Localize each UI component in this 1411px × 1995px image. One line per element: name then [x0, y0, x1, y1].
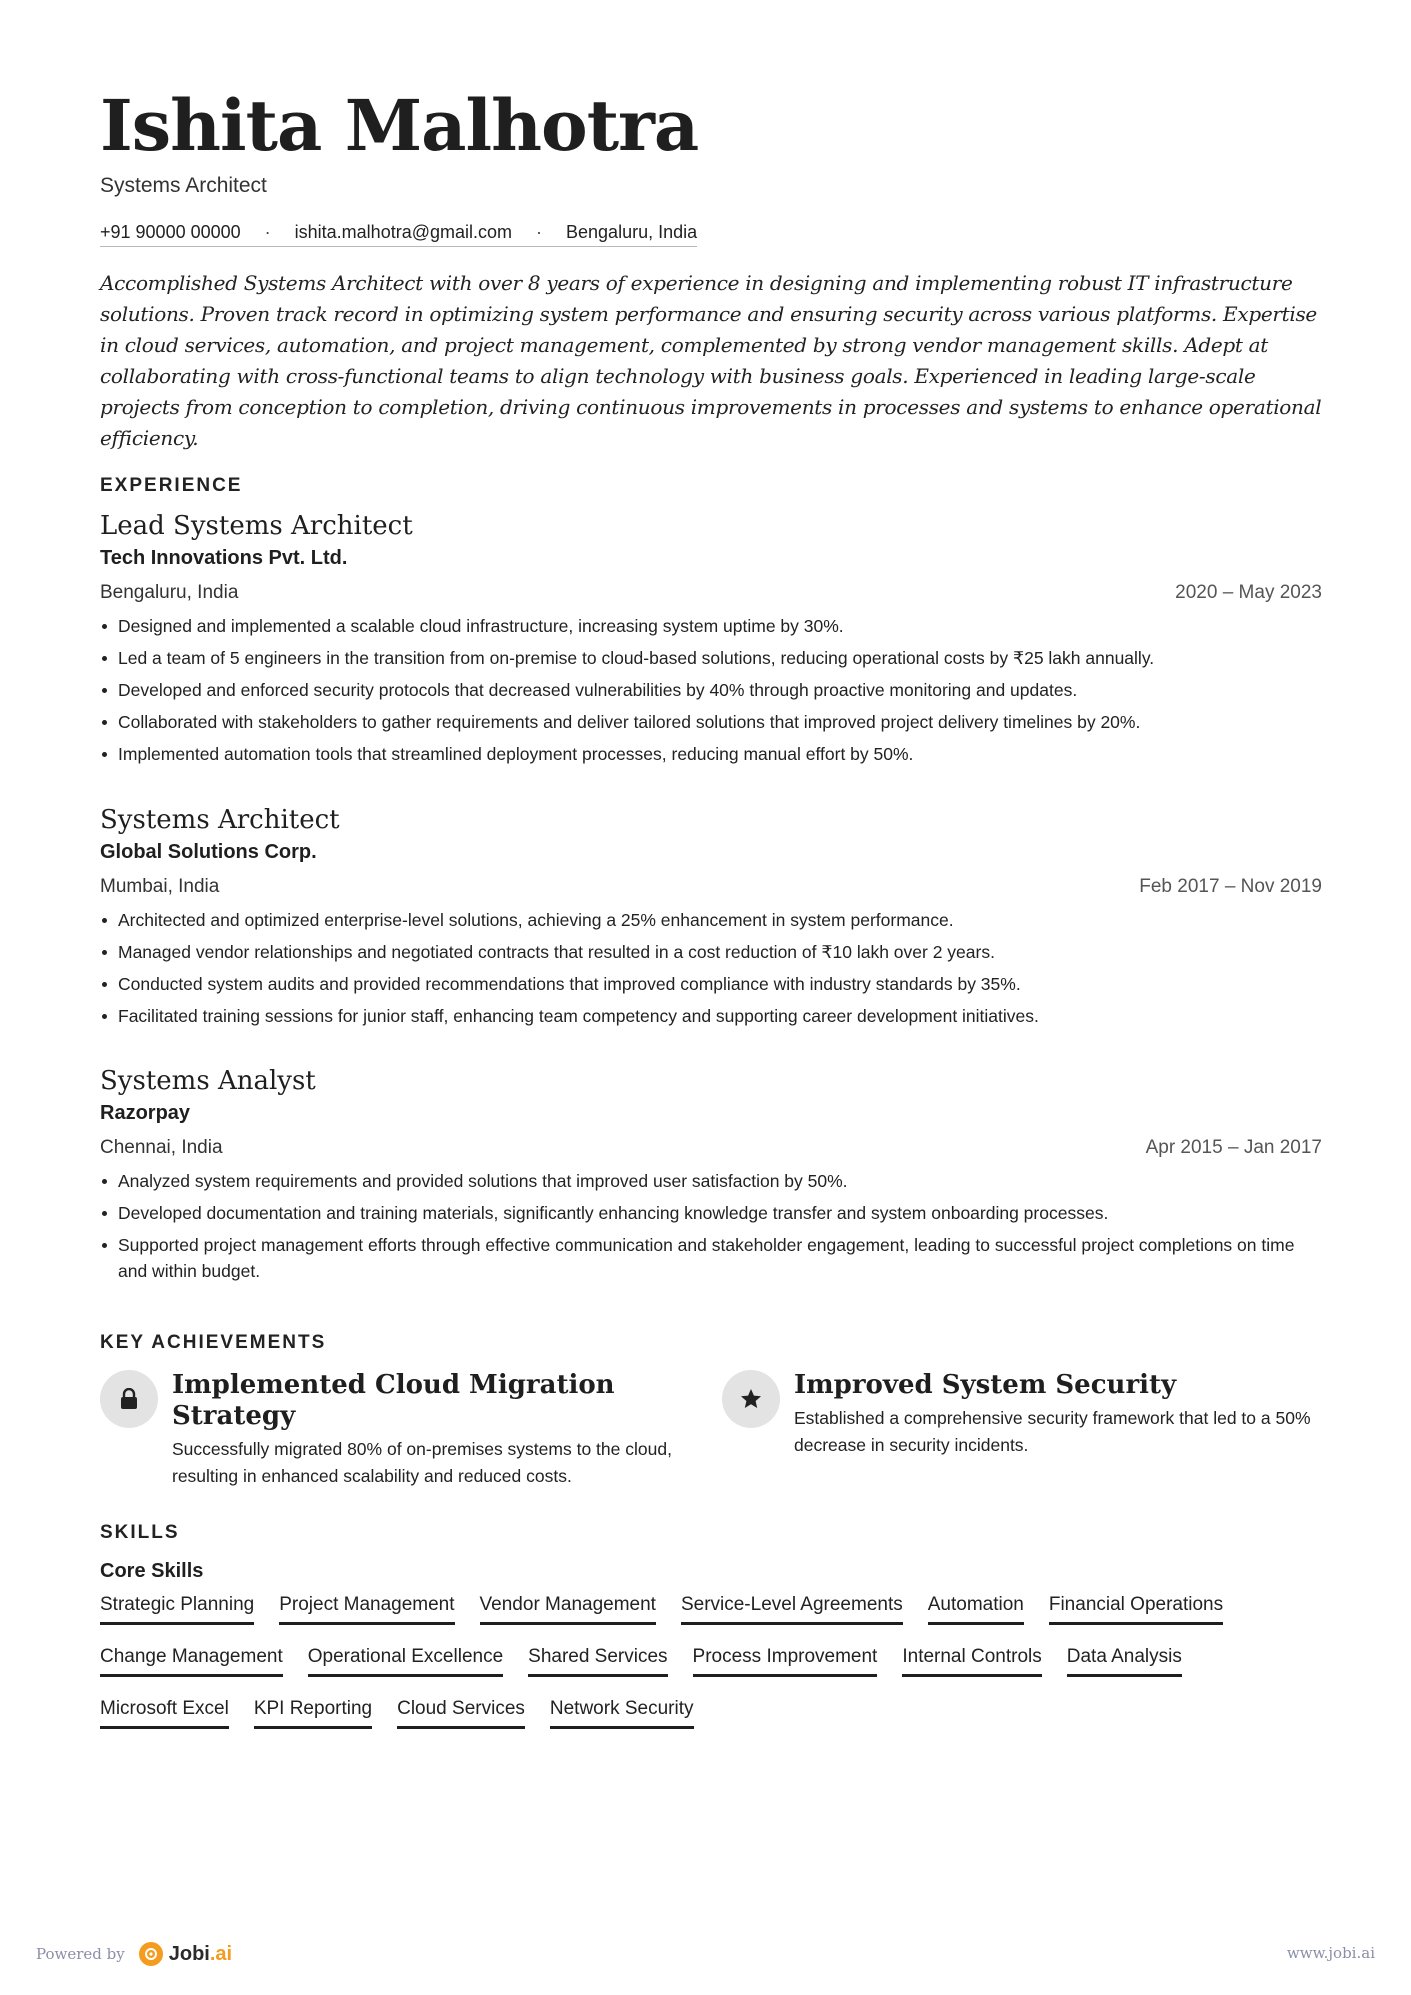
job-meta [100, 581, 1322, 605]
job-company: Razorpay [100, 1102, 191, 1124]
job-bullets [100, 907, 1322, 1029]
list-item: Analyzed system requirements and provided solutions that improved user satisfaction by 50%. [100, 1168, 1322, 1194]
achievement-card [100, 1370, 700, 1490]
skill-tag: Change Management [100, 1645, 283, 1677]
jobi-brand-link[interactable] [169, 1943, 232, 1966]
skills-list [100, 1593, 1322, 1729]
skill-tag: Service-Level Agreements [681, 1593, 903, 1625]
star-icon [722, 1370, 780, 1428]
phone-contact[interactable]: +91 90000 00000 [100, 222, 241, 247]
skill-tag: Automation [928, 1593, 1024, 1625]
job-title: Lead Systems Architect [100, 511, 413, 541]
skill-tag: Microsoft Excel [100, 1697, 229, 1729]
skills-heading: SKILLS [100, 1522, 180, 1543]
achievement-description: Established a comprehensive security framework that led to a 50% decrease in security incidents. [794, 1408, 1311, 1455]
skill-tag: Network Security [550, 1697, 694, 1729]
job-meta [100, 1136, 1322, 1160]
job-location: Chennai, India [100, 1137, 223, 1158]
skills-subheading: Core Skills [100, 1560, 204, 1582]
jobi-logo-icon[interactable] [139, 1942, 163, 1966]
skill-tag: Shared Services [528, 1645, 667, 1677]
skill-tag: Data Analysis [1067, 1645, 1182, 1677]
job-entry [100, 510, 1322, 773]
list-item: Developed documentation and training materials, significantly enhancing knowledge transfer and system onboarding processes. [100, 1200, 1322, 1226]
list-item: Supported project management efforts through effective communication and stakeholder engagement, leading to successful project completions on time and within budget. [100, 1232, 1322, 1284]
location-contact: Bengaluru, India [566, 222, 697, 247]
job-bullets [100, 613, 1322, 767]
powered-by-footer [36, 1942, 232, 1966]
job-dates: Apr 2015 – Jan 2017 [1145, 1137, 1322, 1158]
contact-separator: · [512, 222, 566, 247]
skill-tag: Financial Operations [1049, 1593, 1223, 1625]
skill-tag: Vendor Management [480, 1593, 656, 1625]
list-item: Implemented automation tools that streamlined deployment processes, reducing manual effort by 50%. [100, 741, 1322, 767]
achievement-body [794, 1370, 1322, 1459]
list-item: Facilitated training sessions for junior staff, enhancing team competency and supporting career development initiatives. [100, 1003, 1322, 1029]
job-dates: 2020 – May 2023 [1175, 582, 1322, 603]
skill-tag: KPI Reporting [254, 1697, 372, 1729]
job-location: Mumbai, India [100, 876, 220, 897]
footer-url[interactable]: www.jobi.ai [1286, 1944, 1375, 1962]
achievement-body [172, 1370, 700, 1490]
candidate-role: Systems Architect [100, 174, 267, 197]
job-company: Tech Innovations Pvt. Ltd. [100, 547, 348, 569]
achievement-description: Successfully migrated 80% of on-premises systems to the cloud, resulting in enhanced scalability and reduced costs. [172, 1439, 672, 1486]
job-bullets [100, 1168, 1322, 1284]
contact-bar [100, 222, 697, 247]
list-item: Conducted system audits and provided recommendations that improved compliance with industry standards by 35%. [100, 971, 1322, 997]
contact-separator: · [241, 222, 295, 247]
skill-tag: Strategic Planning [100, 1593, 254, 1625]
achievement-title: Improved System Security [794, 1370, 1177, 1400]
list-item: Collaborated with stakeholders to gather requirements and deliver tailored solutions that improved project delivery timelines by 20%. [100, 709, 1322, 735]
experience-heading: EXPERIENCE [100, 475, 243, 496]
candidate-name: Ishita Malhotra [100, 84, 699, 167]
job-meta [100, 875, 1322, 899]
job-location: Bengaluru, India [100, 582, 239, 603]
achievement-title: Implemented Cloud Migration Strategy [172, 1370, 615, 1431]
achievement-card [722, 1370, 1322, 1459]
professional-summary: Accomplished Systems Architect with over 8 years of experience in designing and implementing robust IT infrastructure solutions. Proven track record in optimizing system performance and ensuring security across various platforms. Expertise in cloud services, automation, and project management, complemented by strong vendor management skills. Adept at collaborating with cross-functional teams to align technology with business goals. Experienced in leading large-scale projects from conception to completion, driving continuous improvements in processes and systems to enhance operational efficiency. [100, 271, 1322, 450]
skill-tag: Process Improvement [693, 1645, 878, 1677]
job-entry [100, 804, 1322, 1035]
job-entry [100, 1065, 1322, 1290]
job-title: Systems Architect [100, 805, 340, 835]
lock-icon [100, 1370, 158, 1428]
job-company: Global Solutions Corp. [100, 841, 317, 863]
skill-tag: Operational Excellence [308, 1645, 503, 1677]
list-item: Led a team of 5 engineers in the transition from on-premise to cloud-based solutions, reducing operational costs by ₹25 lakh annually. [100, 645, 1322, 671]
skill-tag: Cloud Services [397, 1697, 525, 1729]
powered-by-label: Powered by [36, 1945, 125, 1963]
skill-tag: Internal Controls [902, 1645, 1041, 1677]
achievements-heading: KEY ACHIEVEMENTS [100, 1332, 327, 1353]
list-item: Architected and optimized enterprise-level solutions, achieving a 25% enhancement in system performance. [100, 907, 1322, 933]
brand-main: Jobi [168, 1942, 210, 1965]
job-dates: Feb 2017 – Nov 2019 [1139, 876, 1322, 897]
brand-suffix: .ai [209, 1942, 233, 1965]
email-contact[interactable]: ishita.malhotra@gmail.com [295, 222, 512, 247]
skill-tag: Project Management [279, 1593, 454, 1625]
list-item: Designed and implemented a scalable cloud infrastructure, increasing system uptime by 30%. [100, 613, 1322, 639]
job-title: Systems Analyst [100, 1066, 316, 1096]
list-item: Developed and enforced security protocols that decreased vulnerabilities by 40% through proactive monitoring and updates. [100, 677, 1322, 703]
list-item: Managed vendor relationships and negotiated contracts that resulted in a cost reduction of ₹10 lakh over 2 years. [100, 939, 1322, 965]
